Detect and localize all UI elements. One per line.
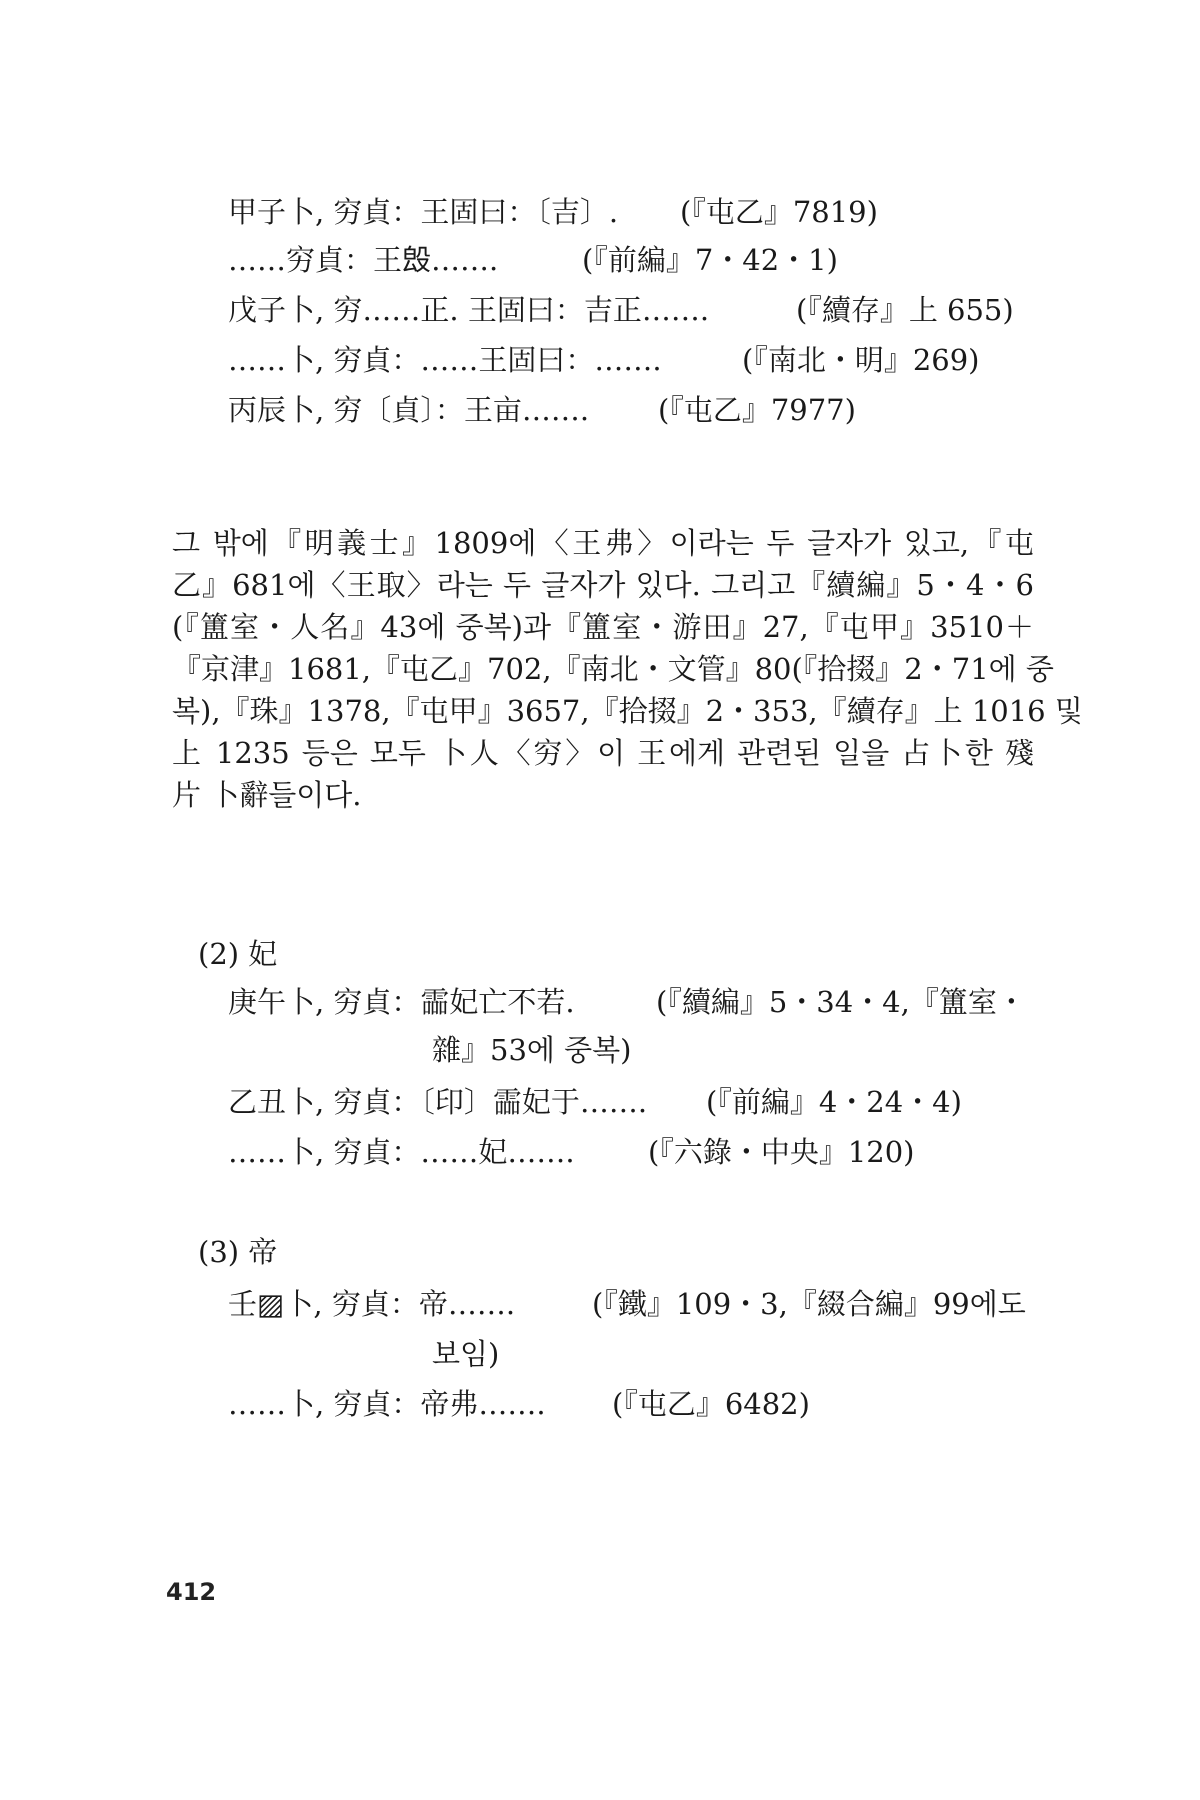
source-reference: (『鐵』109・3,『綴合編』99에도 [592,1287,1026,1321]
inscription-text: 丙辰卜, 穷〔貞〕：王亩……. [228,393,590,427]
inscription-text: 庚午卜, 穷貞：霝妃亡不若. [228,985,575,1019]
inscription-line [228,1082,1068,1122]
inscription-line [228,192,1068,232]
source-reference-continued: 보임) [432,1337,500,1371]
inscription-line [228,290,1068,330]
paragraph-line: 乙』681에〈王取〉라는 두 글자가 있다. 그리고『續編』5・4・6 [172,568,1034,602]
inscription-text: ……卜, 穷貞：……妃……. [228,1135,575,1169]
paragraph-line: 上 1235 등은 모두 卜人〈穷〉이 王에게 관련된 일을 占卜한 殘 [172,736,1034,770]
paragraph-line: 『京津』1681,『屯乙』702,『南北・文管』80(『拾掇』2・71에 중 [172,652,1054,686]
inscription-line [228,982,1068,1022]
inscription-text: 乙丑卜, 穷貞：〔印〕霝妃于……. [228,1085,648,1119]
inscription-text: ……卜, 穷貞：帝弗……. [228,1387,546,1421]
paragraph-line: 片 卜辭들이다. [172,778,362,812]
inscription-line [228,340,1068,380]
source-reference: (『續編』5・34・4,『簠室・ [656,985,1026,1019]
section-heading-3: (3) 帝 [198,1235,278,1269]
section-heading-2: (2) 妃 [198,937,278,971]
source-reference: (『屯乙』7977) [658,393,856,427]
inscription-text: ……卜, 穷貞：……王固曰：……. [228,343,662,377]
source-reference: (『前編』7・42・1) [582,243,838,277]
source-reference: (『續存』上 655) [796,293,1014,327]
inscription-line [228,1284,1068,1324]
source-reference: (『屯乙』7819) [680,195,878,229]
source-reference: (『前編』4・24・4) [706,1085,962,1119]
source-reference: (『六錄・中央』120) [648,1135,915,1169]
paragraph-line: (『簠室・人名』43에 중복)과『簠室・游田』27,『屯甲』3510＋ [172,610,1034,644]
paragraph-line: 그 밖에『明義士』1809에〈王弗〉이라는 두 글자가 있고,『屯 [172,526,1034,560]
inscription-text: 壬▨卜, 穷貞：帝……. [228,1287,516,1321]
inscription-line [228,240,1068,280]
inscription-text: 戊子卜, 穷……正. 王固曰：吉正……. [228,293,710,327]
inscription-line [228,390,1068,430]
inscription-text: ……穷貞：王𣪕……. [228,243,499,277]
inscription-text: 甲子卜, 穷貞：王固曰：〔吉〕. [228,195,619,229]
source-reference: (『屯乙』6482) [612,1387,810,1421]
body-paragraph [172,522,1083,816]
source-reference: (『南北・明』269) [742,343,980,377]
source-reference-continued: 雜』53에 중복) [432,1033,632,1067]
paragraph-line: 복),『珠』1378,『屯甲』3657,『拾掇』2・353,『續存』上 1016 및 [172,694,1083,728]
inscription-line [228,1384,1068,1424]
inscription-line [228,1132,1068,1172]
page-number: 412 [166,1578,217,1606]
